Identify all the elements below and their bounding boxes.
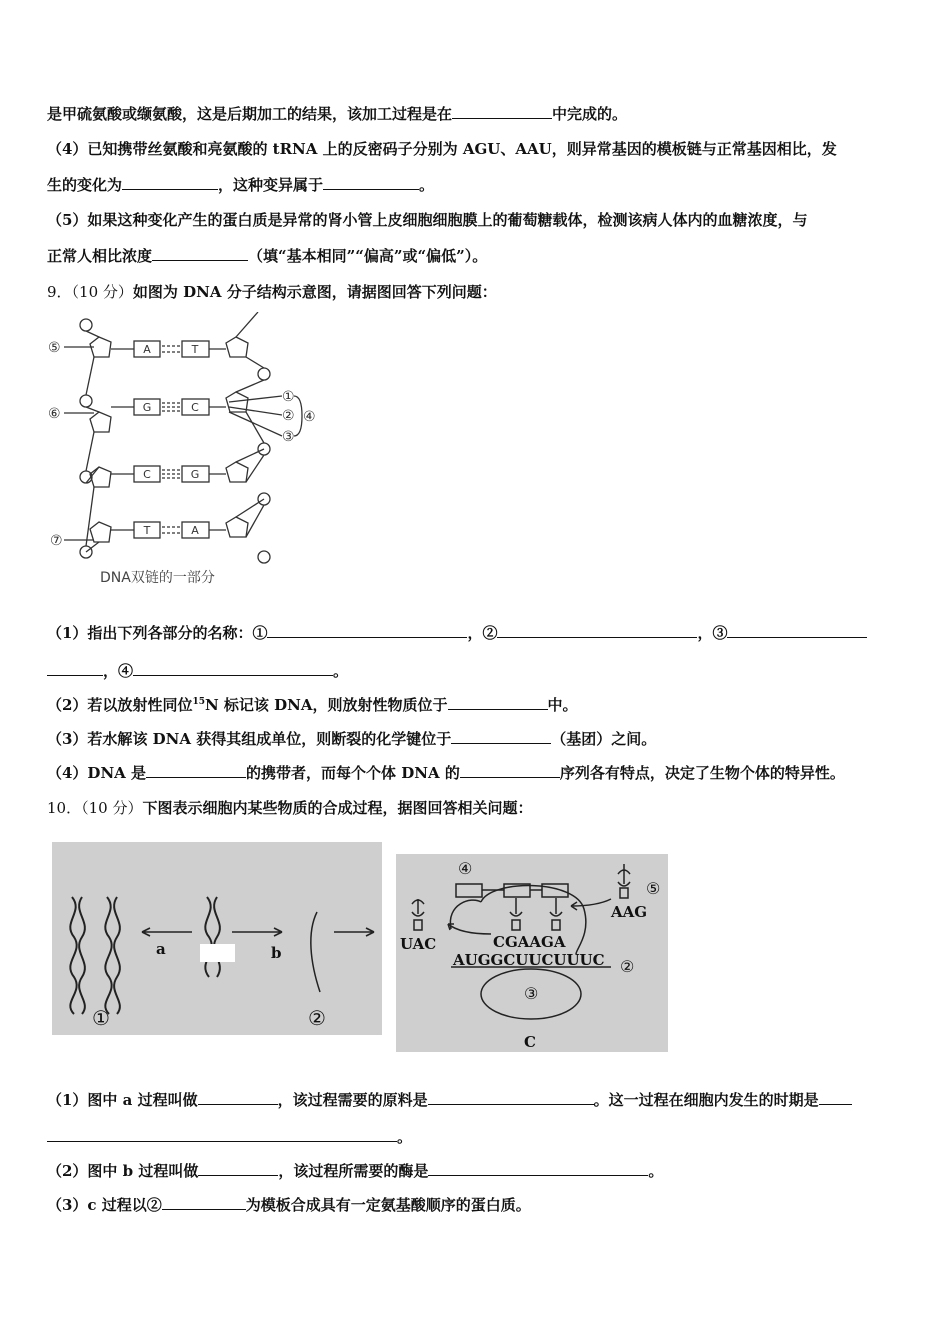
text: 序列各有特点，决定了生物个体的特异性。	[559, 764, 845, 782]
question-number: 9．（10 分）	[47, 283, 133, 301]
text: 。	[648, 1162, 664, 1180]
text: 为模板合成具有一定氨基酸顺序的蛋白质。	[245, 1196, 531, 1214]
text: 的携带者，而每个个体 DNA 的	[246, 764, 460, 782]
answer-blank[interactable]	[146, 763, 246, 778]
arrow-label-b: b	[271, 944, 282, 962]
answer-blank[interactable]	[451, 729, 551, 744]
label-3: ③	[282, 429, 295, 445]
text-line	[47, 209, 807, 230]
question-text: 如图为 DNA 分子结构示意图，请据图回答下列问题：	[132, 283, 497, 301]
text-line	[47, 103, 627, 124]
label-5: ⑤	[48, 340, 61, 356]
q10-subquestion-3	[47, 1194, 531, 1215]
text: （3）若水解该 DNA 获得其组成单位，则断裂的化学键位于	[47, 730, 452, 748]
text: （5）如果这种变化产生的蛋白质是异常的肾小管上皮细胞细胞膜上的葡萄糖载体，检测该病人体内的血糖浓度，与	[47, 211, 808, 229]
text: ，这种变异属于	[218, 176, 324, 194]
label-4: ④	[303, 409, 316, 425]
q10-subquestion-1	[47, 1089, 852, 1110]
base-label: G	[190, 468, 200, 481]
label-3: ③	[524, 984, 539, 1003]
answer-blank[interactable]	[267, 623, 467, 638]
question-9-heading	[47, 281, 497, 302]
text: 。	[333, 662, 349, 680]
answer-blank[interactable]	[152, 246, 248, 261]
text: （1）指出下列各部分的名称：①	[47, 624, 268, 642]
text: ，③	[697, 624, 728, 642]
label-1: ①	[282, 389, 295, 405]
base-label: G	[142, 401, 152, 414]
answer-blank[interactable]	[47, 661, 103, 676]
label-2: ②	[282, 408, 295, 424]
answer-blank[interactable]	[497, 623, 697, 638]
base-label: C	[143, 468, 151, 481]
text: 生的变化为	[47, 176, 123, 194]
label-2: ②	[308, 1006, 326, 1030]
answer-blank[interactable]	[198, 1161, 278, 1176]
text: （填“基本相同”“偏高”或“偏低”）。	[248, 247, 488, 265]
label-1: ①	[92, 1006, 110, 1030]
label-2: ②	[620, 957, 635, 976]
text: 。这一过程在细胞内发生的时期是	[593, 1091, 819, 1109]
superscript: 15	[192, 697, 205, 707]
text: （2）图中 b 过程叫做	[47, 1162, 199, 1180]
q9-subquestion-2	[47, 694, 578, 715]
q10-subquestion-2	[47, 1160, 663, 1181]
anticodon-uac: UAC	[400, 935, 437, 953]
dna-structure-diagram	[44, 312, 334, 592]
text-line	[47, 245, 487, 266]
mrna-sequence: AUGGCUUCUUUC	[453, 951, 605, 969]
q9-subquestion-1	[47, 622, 867, 643]
answer-blank[interactable]	[460, 763, 560, 778]
q9-subquestion-4	[47, 762, 845, 783]
label-c: C	[524, 1033, 536, 1051]
q10-subquestion-1-cont	[47, 1126, 412, 1147]
text: 中。	[547, 696, 578, 714]
answer-blank[interactable]	[727, 623, 867, 638]
text: 。	[397, 1128, 413, 1146]
answer-blank[interactable]	[47, 1127, 397, 1142]
arrow-label-a: a	[156, 940, 166, 958]
text: ，④	[103, 662, 134, 680]
base-label: T	[191, 343, 199, 356]
label-4: ④	[458, 859, 473, 878]
text: （3）c 过程以②	[47, 1196, 162, 1214]
text-line	[47, 174, 434, 195]
text: （4）已知携带丝氨酸和亮氨酸的 tRNA 上的反密码子分别为 AGU、AAU，则异常基因的模板链与正常基因相比，发	[47, 140, 837, 158]
text: 是甲硫氨酸或缬氨酸，这是后期加工的结果，该加工过程是在	[47, 105, 453, 123]
text-line	[47, 138, 837, 159]
text: N 标记该 DNA，则放射性物质位于	[204, 696, 448, 714]
label-6: ⑥	[48, 406, 61, 422]
answer-blank[interactable]	[122, 175, 218, 190]
base-label: T	[143, 524, 151, 537]
figure-caption: DNA双链的一部分	[100, 570, 215, 586]
text: 。	[419, 176, 435, 194]
question-10-heading	[47, 797, 532, 818]
q9-subquestion-3	[47, 728, 656, 749]
base-label: A	[191, 524, 199, 537]
anticodon-aag: AAG	[611, 903, 648, 921]
text: ，②	[467, 624, 498, 642]
answer-blank[interactable]	[428, 1161, 648, 1176]
answer-blank[interactable]	[819, 1090, 852, 1105]
text: ，该过程需要的原料是	[277, 1091, 428, 1109]
text: （1）图中 a 过程叫做	[47, 1091, 198, 1109]
label-7: ⑦	[50, 533, 63, 549]
text: ，该过程所需要的酶是	[278, 1162, 429, 1180]
text: 中完成的。	[552, 105, 628, 123]
anticodon-sequence: CGAAGA	[493, 933, 566, 951]
label-5: ⑤	[646, 879, 661, 898]
answer-blank[interactable]	[198, 1090, 278, 1105]
q9-subquestion-1-cont	[47, 660, 348, 681]
answer-blank[interactable]	[133, 661, 333, 676]
answer-blank[interactable]	[162, 1195, 246, 1210]
base-label: A	[143, 343, 151, 356]
text: （基团）之间。	[551, 730, 657, 748]
text: 正常人相比浓度	[47, 247, 153, 265]
base-label: C	[191, 401, 199, 414]
replication-transcription-diagram	[52, 842, 382, 1035]
answer-blank[interactable]	[452, 104, 552, 119]
text: （4）DNA 是	[47, 764, 147, 782]
answer-blank[interactable]	[428, 1090, 594, 1105]
text: （2）若以放射性同位	[47, 696, 193, 714]
translation-diagram	[396, 854, 668, 1052]
answer-blank[interactable]	[448, 695, 548, 710]
question-text: 下图表示细胞内某些物质的合成过程，据图回答相关问题：	[142, 799, 533, 817]
question-number: 10．（10 分）	[47, 799, 143, 817]
answer-blank[interactable]	[323, 175, 419, 190]
